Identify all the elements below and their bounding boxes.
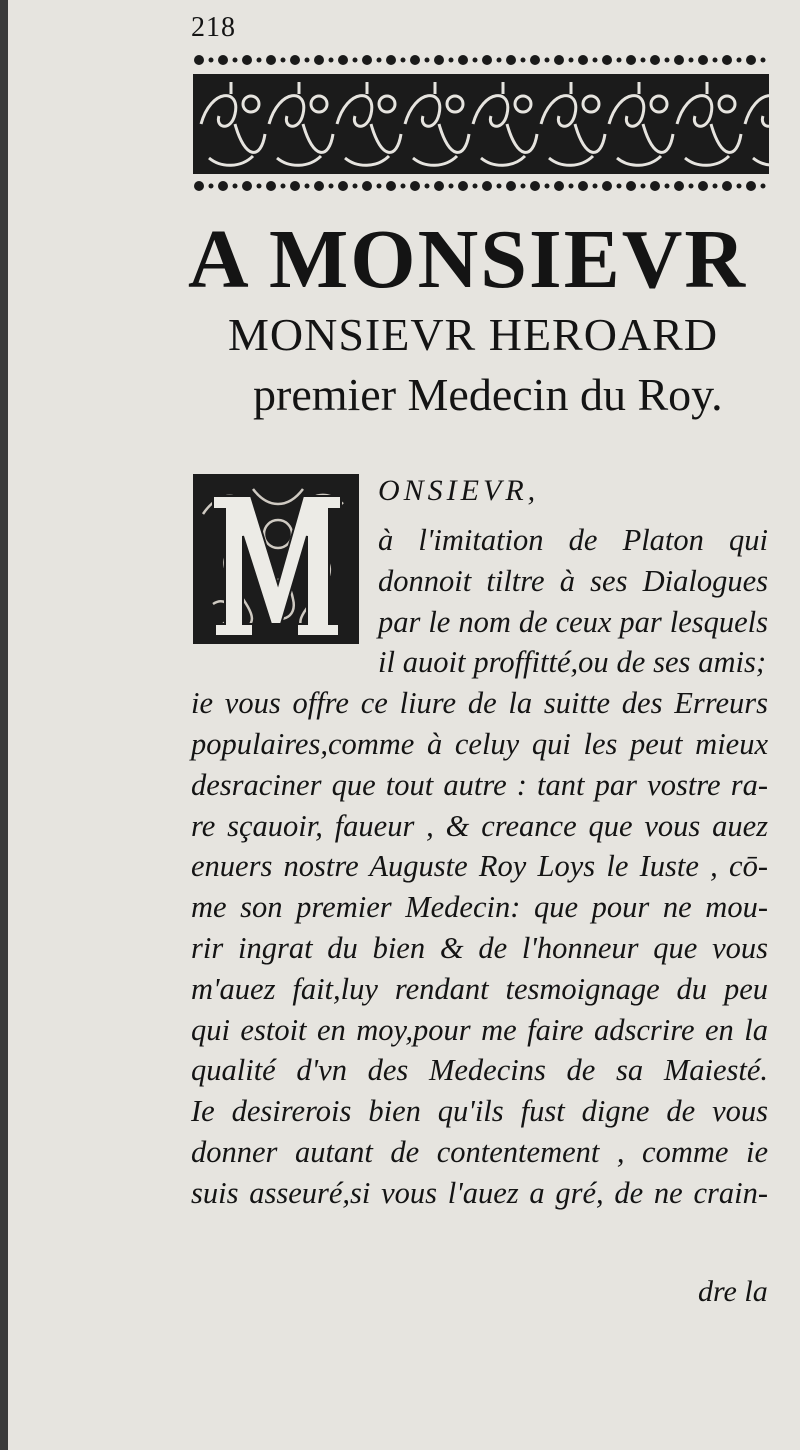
body-line: il auoit proffitté,ou de ses amis; [378, 645, 766, 680]
body-line: ie vous offre ce liure de la suitte des Erreurs [191, 686, 768, 721]
title-line-3: premier Medecin du Roy. [253, 369, 723, 420]
opening-word: ONSIEVR, [378, 474, 540, 507]
body-line: m'auez fait,luy rendant tesmoignage du peu [191, 971, 768, 1006]
decorated-initial-m [193, 474, 359, 644]
body-line: Ie desirerois bien qu'ils fust digne de vous [191, 1094, 768, 1129]
body-line: par le nom de ceux par lesquels [378, 604, 768, 639]
catchword: dre la [698, 1275, 768, 1308]
body-line: rir ingrat du bien & de l'honneur que vous [191, 931, 768, 965]
body-line: donnoit tiltre à ses Dialogues [378, 563, 768, 598]
book-page [8, 0, 800, 1450]
body-line: suis asseuré,si vous l'auez a gré, de ne crain- [191, 1175, 768, 1210]
title-line-2: MONSIEVR HEROARD [228, 309, 719, 360]
body-line: populaires,comme à celuy qui les peut mieux [191, 727, 768, 761]
body-line: desraciner que tout autre : tant par vostre ra- [191, 767, 768, 802]
body-line: donner autant de contentement , comme ie [191, 1135, 768, 1169]
body-line: à l'imitation de Platon qui [378, 523, 768, 557]
page-number: 218 [191, 12, 236, 43]
body-line: enuers nostre Auguste Roy Loys le Iuste , cō- [191, 849, 768, 884]
ornamental-headpiece [191, 48, 771, 198]
body-line: me son premier Medecin: que pour ne mou- [191, 890, 768, 925]
body-line: re sçauoir, faueur , & creance que vous auez [191, 808, 768, 843]
body-line: qualité d'vn des Medecins de sa Maiesté. [191, 1053, 768, 1088]
title-line-1: A MONSIEVR [188, 213, 748, 306]
body-line: qui estoit en moy,pour me faire adscrire en la [191, 1012, 768, 1047]
